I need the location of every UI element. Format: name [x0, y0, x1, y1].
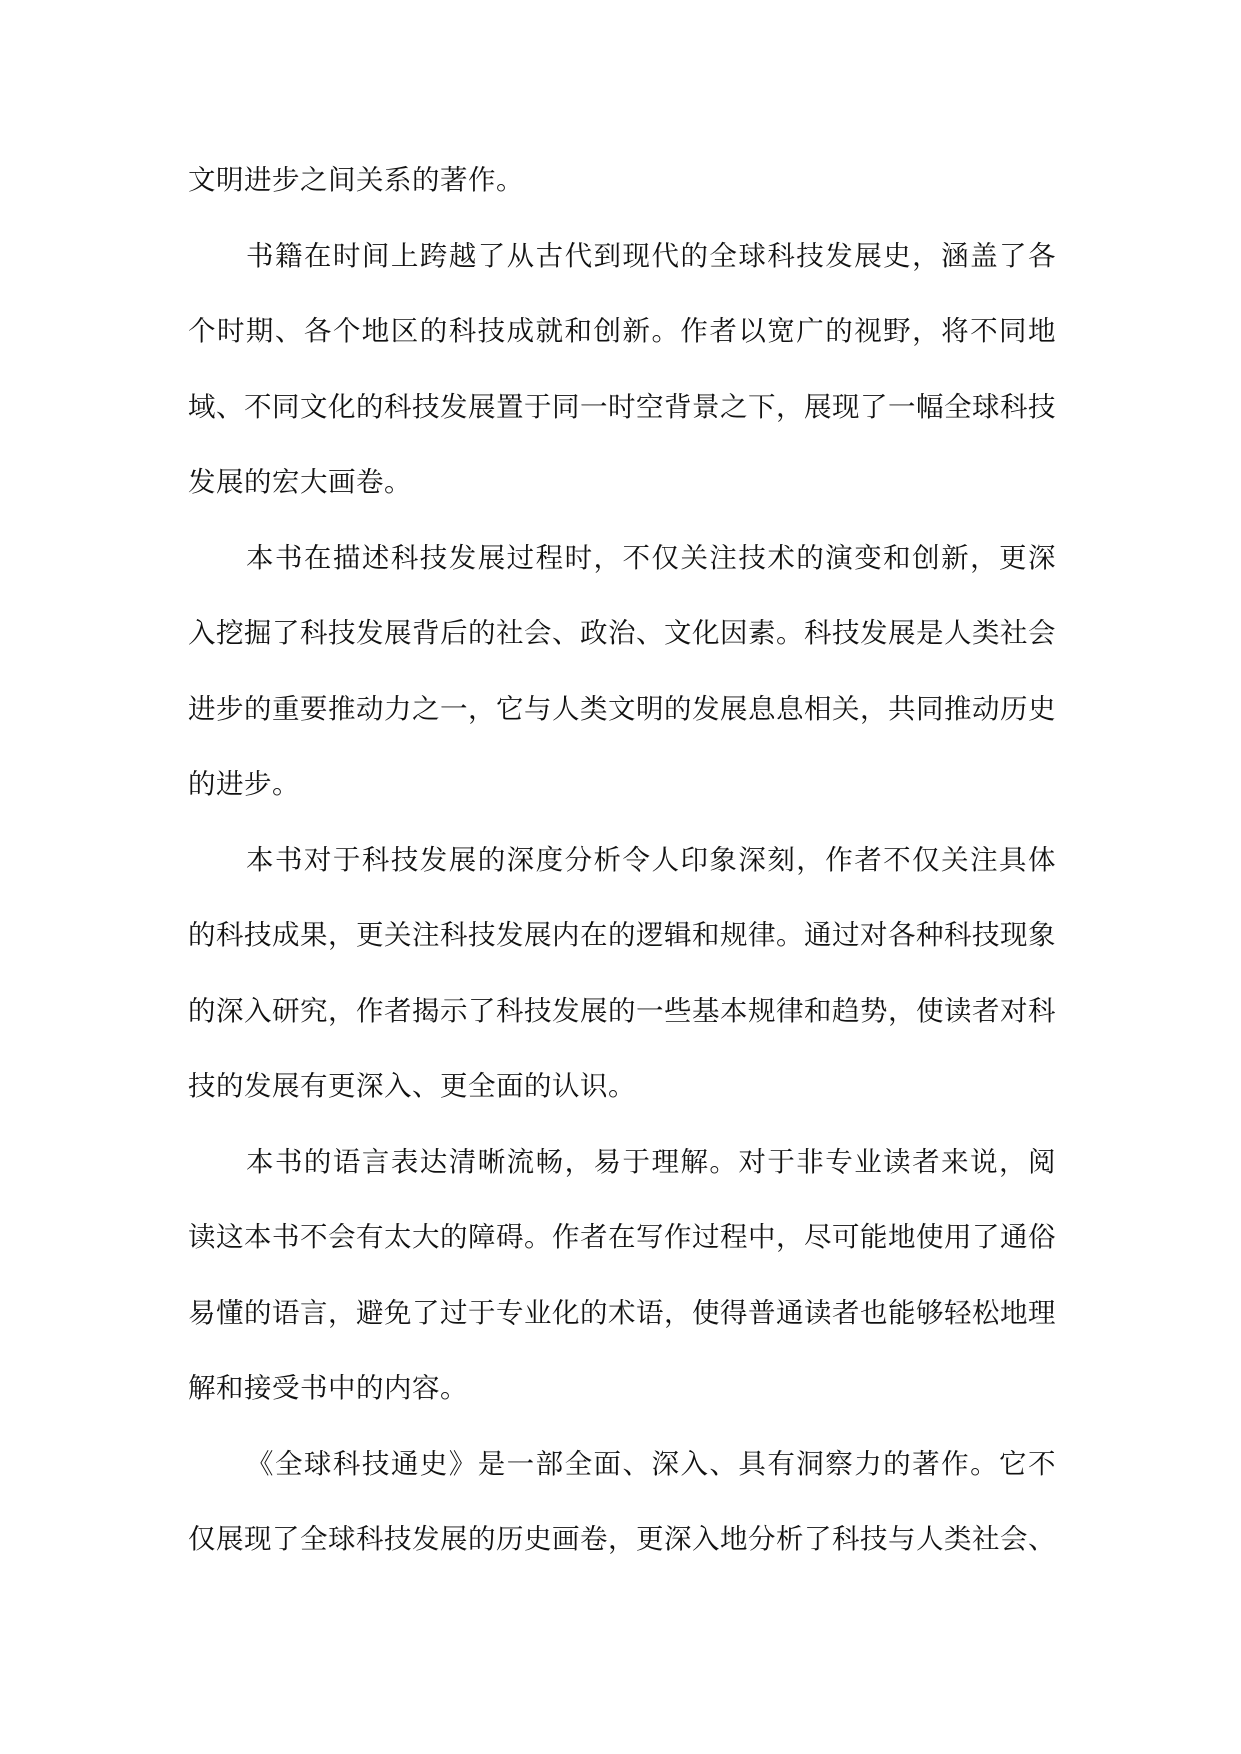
paragraph-1: 文明进步之间关系的著作。	[188, 164, 524, 196]
document-body	[188, 143, 1056, 1578]
paragraph-2: 书籍在时间上跨越了从古代到现代的全球科技发展史，涵盖了各个时期、各个地区的科技成就和创新。作者以宽广的视野，将不同地域、不同文化的科技发展置于同一时空背景之下，展现了一幅全球科技发展的宏大画卷。	[188, 239, 1056, 498]
paragraph-4: 本书对于科技发展的深度分析令人印象深刻，作者不仅关注具体的科技成果，更关注科技发展内在的逻辑和规律。通过对各种科技现象的深入研究，作者揭示了科技发展的一些基本规律和趋势，使读者对科技的发展有更深入、更全面的认识。	[188, 843, 1056, 1102]
paragraph-6: 《全球科技通史》是一部全面、深入、具有洞察力的著作。它不仅展现了全球科技发展的历史画卷，更深入地分析了科技与人类社会、	[188, 1447, 1056, 1555]
paragraph-5: 本书的语言表达清晰流畅，易于理解。对于非专业读者来说，阅读这本书不会有太大的障碍。作者在写作过程中，尽可能地使用了通俗易懂的语言，避免了过于专业化的术语，使得普通读者也能够轻松地理解和接受书中的内容。	[188, 1145, 1056, 1404]
paragraph-3: 本书在描述科技发展过程时，不仅关注技术的演变和创新，更深入挖掘了科技发展背后的社会、政治、文化因素。科技发展是人类社会进步的重要推动力之一，它与人类文明的发展息息相关，共同推动历史的进步。	[188, 541, 1056, 800]
